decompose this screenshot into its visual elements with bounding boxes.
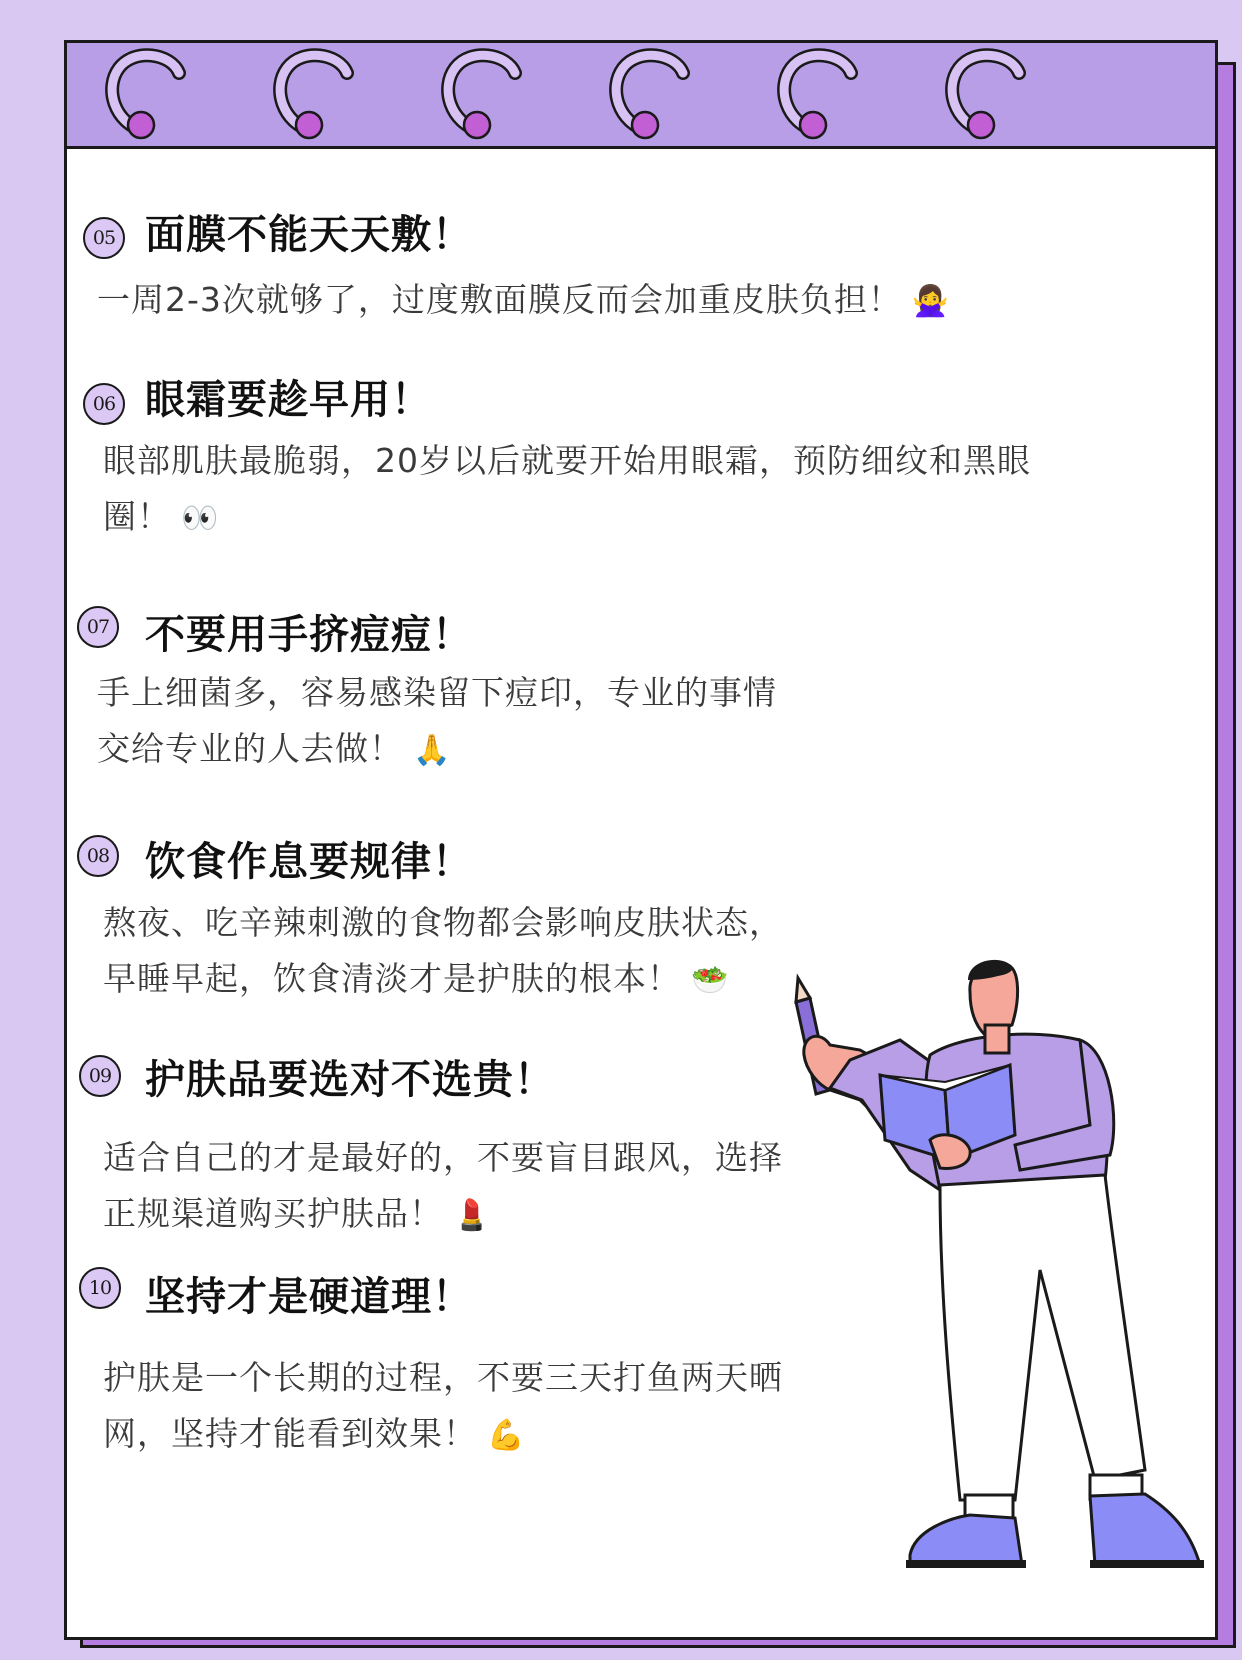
tip-body [103, 433, 1031, 547]
tip-body-line: 适合自己的才是最好的，不要盲目跟风，选择 [103, 1138, 783, 1177]
notebook-ring-icon [593, 43, 693, 153]
tip-body-line: 熬夜、吃辛辣刺激的食物都会影响皮肤状态， [103, 903, 783, 942]
tip-title: 不要用手挤痘痘！ [145, 612, 473, 658]
tip-number-badge: 09 [79, 1055, 121, 1097]
tip-body [103, 1350, 783, 1464]
folded-hands-emoji-icon: 🙏 [413, 733, 452, 768]
tip-body-line: 交给专业的人去做！ [97, 729, 403, 768]
tip-title: 饮食作息要规律！ [145, 839, 473, 885]
tip-body [97, 272, 950, 330]
tip-title: 坚持才是硬道理！ [145, 1274, 473, 1320]
flexed-biceps-emoji-icon: 💪 [487, 1418, 526, 1453]
notebook-ring-icon [929, 43, 1029, 153]
notebook-header-bar [67, 43, 1215, 149]
tip-body-line: 圈！ [103, 497, 171, 536]
tip-body-line: 正规渠道购买护肤品！ [103, 1194, 443, 1233]
tip-body-line: 手上细菌多，容易感染留下痘印，专业的事情 [97, 673, 777, 712]
tip-body [103, 1130, 783, 1244]
tip-number-badge: 10 [79, 1267, 121, 1309]
tip-body-line: 护肤是一个长期的过程，不要三天打鱼两天晒 [103, 1358, 783, 1397]
tip-title: 眼霜要趁早用！ [145, 377, 432, 423]
no-gesture-emoji-icon: 🙅‍♀️ [911, 284, 951, 319]
tip-number-badge: 07 [77, 606, 119, 648]
tip-title: 护肤品要选对不选贵！ [145, 1057, 555, 1103]
watermark: @ 小红书 [1008, 1612, 1113, 1637]
tip-body [103, 895, 783, 1009]
tip-body [97, 665, 777, 779]
person-reading-illustration [790, 940, 1230, 1640]
notebook-ring-icon [761, 43, 861, 153]
tip-body-line: 早睡早起，饮食清淡才是护肤的根本！ [103, 959, 681, 998]
tip-number-badge: 08 [77, 835, 119, 877]
notebook-ring-icon [425, 43, 525, 153]
salad-emoji-icon: 🥗 [691, 963, 730, 998]
tip-number-badge: 05 [83, 217, 125, 259]
tip-body-line: 网，坚持才能看到效果！ [103, 1414, 477, 1453]
eyes-emoji-icon: 👀 [181, 501, 220, 536]
lipstick-emoji-icon: 💄 [453, 1198, 492, 1233]
tip-title: 面膜不能天天敷！ [145, 212, 473, 258]
notebook-ring-icon [257, 43, 357, 153]
notebook-ring-icon [89, 43, 189, 153]
tip-body-line: 一周2-3次就够了，过度敷面膜反而会加重皮肤负担！ [97, 280, 902, 319]
tip-number-badge: 06 [83, 383, 125, 425]
tip-body-line: 眼部肌肤最脆弱，20岁以后就要开始用眼霜，预防细纹和黑眼 [103, 441, 1031, 480]
